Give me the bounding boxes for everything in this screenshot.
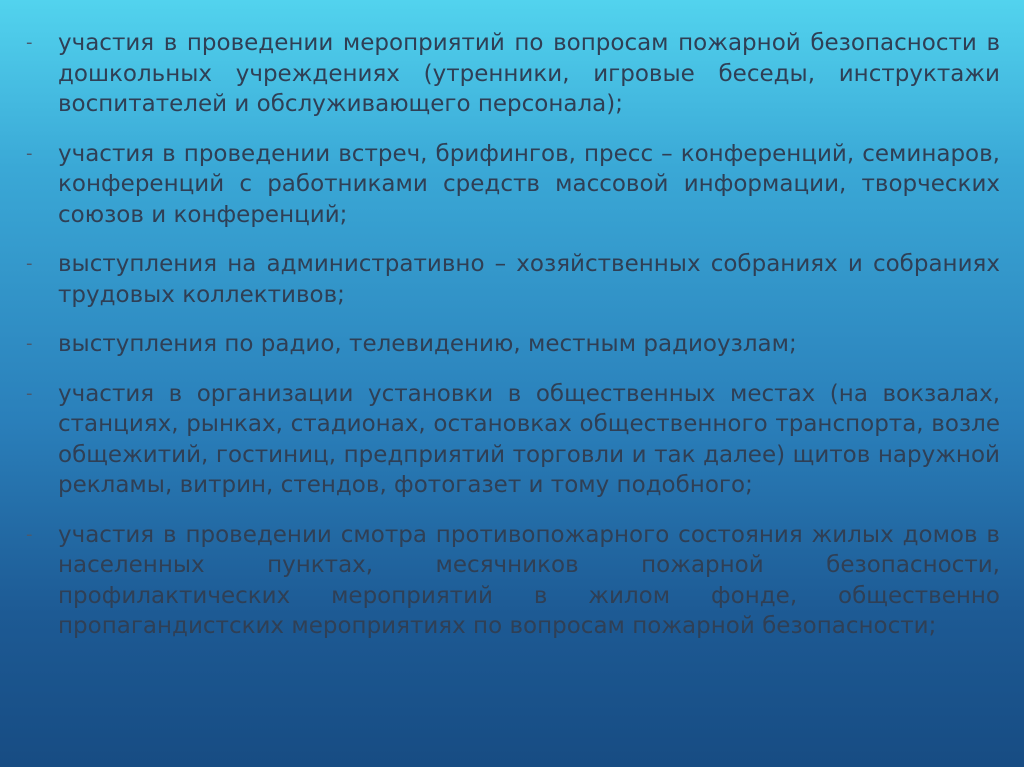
- bullet-item: [26, 379, 1000, 501]
- bullet-marker: -: [26, 523, 33, 545]
- bullet-marker: -: [26, 382, 33, 404]
- bullet-marker: -: [26, 142, 33, 164]
- bullet-text: участия в проведении смотра противопожарного состояния жилых домов в населенных пунктах, месячников пожарной безопасности, профилактических мероприятий в жилом фонде, общественно пропагандистских мероприятиях по вопросам пожарной безопасности;: [58, 521, 1000, 639]
- bullet-item: [26, 520, 1000, 642]
- bullet-item: [26, 28, 1000, 120]
- bullet-marker: -: [26, 32, 33, 53]
- bullet-text: выступления по радио, телевидению, местным радиоузлам;: [58, 331, 797, 357]
- bullet-marker: -: [26, 253, 33, 274]
- bullet-text: участия в проведении мероприятий по вопросам пожарной безопасности в дошкольных учреждениях (утренники, игровые беседы, инструктажи воспитателей и обслуживающего персонала);: [58, 30, 1000, 117]
- bullet-item: [26, 139, 1000, 231]
- bullet-item: [26, 249, 1000, 310]
- bullet-text: выступления на административно – хозяйственных собраниях и собраниях трудовых коллективов;: [58, 251, 1000, 308]
- bullet-marker: -: [26, 333, 33, 354]
- bullet-text: участия в организации установки в общественных местах (на вокзалах, станциях, рынках, стадионах, остановках общественного транспорта, возле общежитий, гостиниц, предприятий торговли и так далее) щитов наружной рекламы, витрин, стендов, фотогазет и тому подобного;: [58, 380, 1000, 498]
- bullet-text: участия в проведении встреч, брифингов, пресс – конференций, семинаров, конференций с работниками средств массовой информации, творческих союзов и конференций;: [58, 140, 1000, 228]
- bullet-item: [26, 329, 1000, 360]
- slide-content: [26, 28, 1000, 748]
